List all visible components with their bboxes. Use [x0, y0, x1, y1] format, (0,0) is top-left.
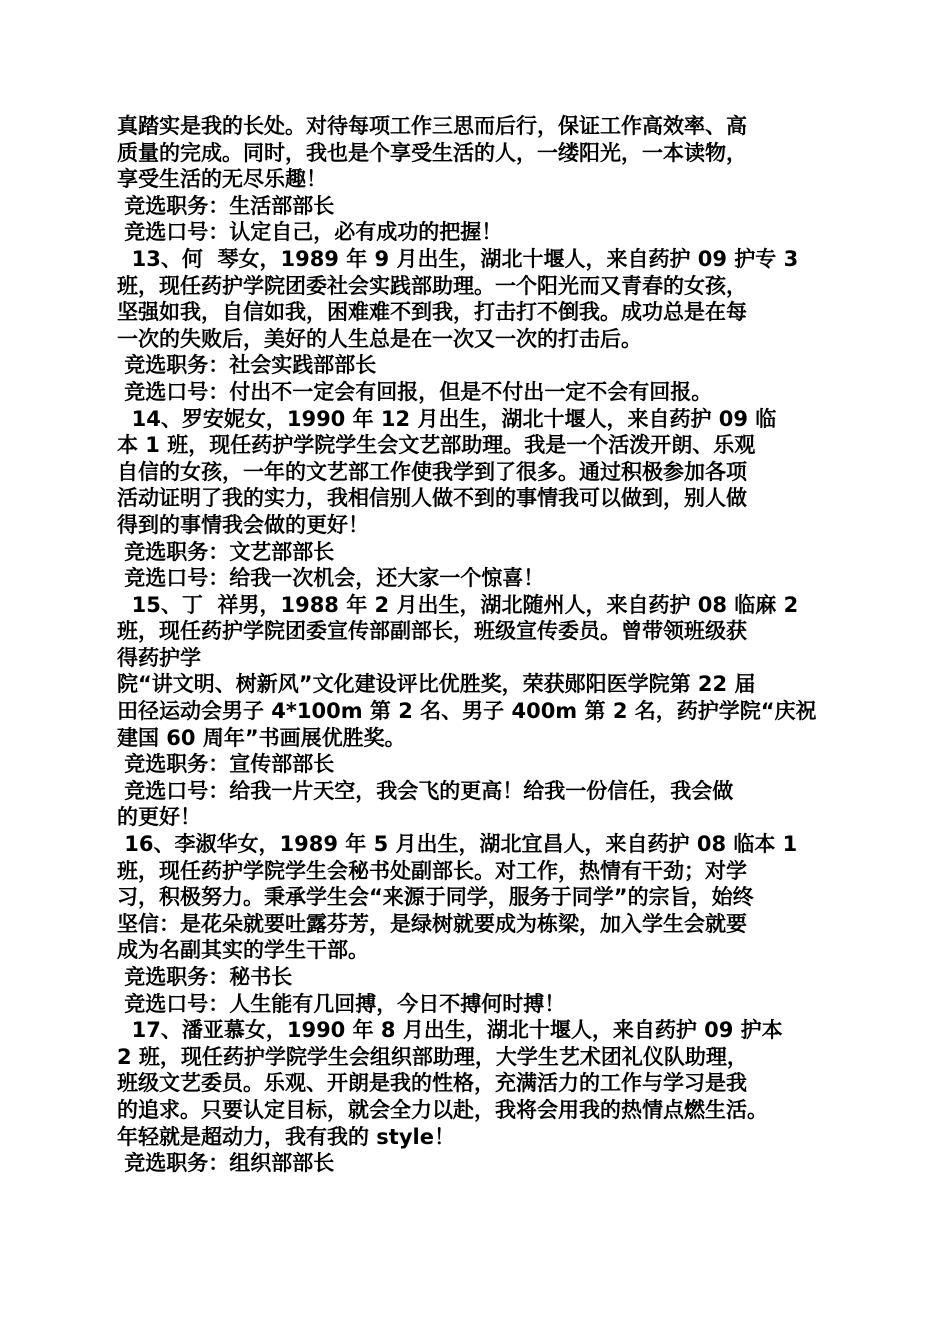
text-line: 建国 60 周年”书画展优胜奖。 [117, 725, 406, 750]
text-line: 2 班，现任药护学院学生会组织部助理，大学生艺术团礼仪队助理， [117, 1044, 748, 1069]
text-line: 班，现任药护学院团委社会实践部助理。一个阳光而又青春的女孩， [117, 273, 747, 298]
text-line: 竞选职务：秘书长 [117, 965, 293, 989]
text-line: 竞选口号：给我一次机会，还大家一个惊喜！ [117, 566, 545, 591]
text-line: 竞选职务：生活部部长 [117, 193, 335, 218]
text-line: 班，现任药护学院团委宣传部副部长，班级宣传委员。曾带领班级获 [117, 619, 747, 644]
text-line: 17、潘亚慕女，1990 年 8 月出生，湖北十堰人，来自药护 09 护本 [117, 1018, 783, 1043]
text-line: 成为名副其实的学生干部。 [117, 938, 369, 963]
text-line: 的追求。只要认定目标，就会全力以赴，我将会用我的热情点燃生活。 [117, 1097, 768, 1122]
text-line: 的更好！ [117, 805, 201, 830]
text-line: 得到的事情我会做的更好！ [117, 512, 369, 537]
text-line: 班，现任药护学院学生会秘书处副部长。对工作，热情有干劲；对学 [117, 858, 747, 883]
text-line: 竞选职务：组织部部长 [117, 1151, 335, 1176]
text-line: 本 1 班，现任药护学院学生会文艺部助理。我是一个活泼开朗、乐观 [117, 433, 756, 458]
text-line: 活动证明了我的实力，我相信别人做不到的事情我可以做到，别人做 [117, 486, 747, 511]
text-line: 习，积极努力。秉承学生会“来源于同学，服务于同学”的宗旨，始终 [117, 885, 754, 910]
text-line: 竞选口号：人生能有几回搏，今日不搏何时搏！ [117, 991, 566, 1016]
text-line: 竞选口号：给我一片天空，我会飞的更高！给我一份信任，我会做 [117, 778, 734, 803]
text-line: 班级文艺委员。乐观、开朗是我的性格，充满活力的工作与学习是我 [117, 1071, 747, 1096]
text-line: 一次的失败后，美好的人生总是在一次又一次的打击后。 [117, 326, 642, 351]
text-line: 竞选职务：社会实践部部长 [117, 353, 377, 378]
text-line: 13、何 琴女，1989 年 9 月出生，湖北十堰人，来自药护 09 护专 3 [117, 246, 799, 271]
text-line: 田径运动会男子 4*100m 第 2 名、男子 400m 第 2 名，药护学院“庆祝 [117, 699, 817, 724]
text-line: 竞选职务：宣传部部长 [117, 752, 335, 777]
text-line: 年轻就是超动力，我有我的 style！ [117, 1124, 455, 1149]
text-line: 坚信：是花朵就要吐露芬芳，是绿树就要成为栋梁，加入学生会就要 [117, 911, 747, 936]
text-line: 自信的女孩，一年的文艺部工作使我学到了很多。通过积极参加各项 [117, 459, 747, 484]
text-line: 竞选职务：文艺部部长 [117, 539, 335, 564]
text-line: 15、丁 祥男，1988 年 2 月出生，湖北随州人，来自药护 08 临麻 2 [117, 592, 799, 617]
text-line: 质量的完成。同时，我也是个享受生活的人，一缕阳光，一本读物， [117, 140, 747, 165]
text-line: 14、罗安妮女，1990 年 12 月出生，湖北十堰人，来自药护 09 临 [117, 406, 777, 431]
text-line: 竞选口号：认定自己，必有成功的把握！ [117, 220, 503, 245]
text-line: 真踏实是我的长处。对待每项工作三思而后行，保证工作高效率、高 [117, 114, 747, 138]
text-line: 竞选口号：付出不一定会有回报，但是不付出一定不会有回报。 [117, 379, 713, 404]
text-line: 院“讲文明、树新风”文化建设评比优胜奖，荣获郧阳医学院第 22 届 [117, 672, 756, 697]
document-body [117, 113, 857, 1177]
text-line: 坚强如我，自信如我，困难难不到我，打击打不倒我。成功总是在每 [117, 300, 747, 325]
text-line: 享受生活的无尽乐趣！ [117, 167, 327, 192]
text-line: 得药护学 [117, 645, 201, 670]
text-line: 16、李淑华女，1989 年 5 月出生，湖北宜昌人，来自药护 08 临本 1 [117, 832, 798, 857]
